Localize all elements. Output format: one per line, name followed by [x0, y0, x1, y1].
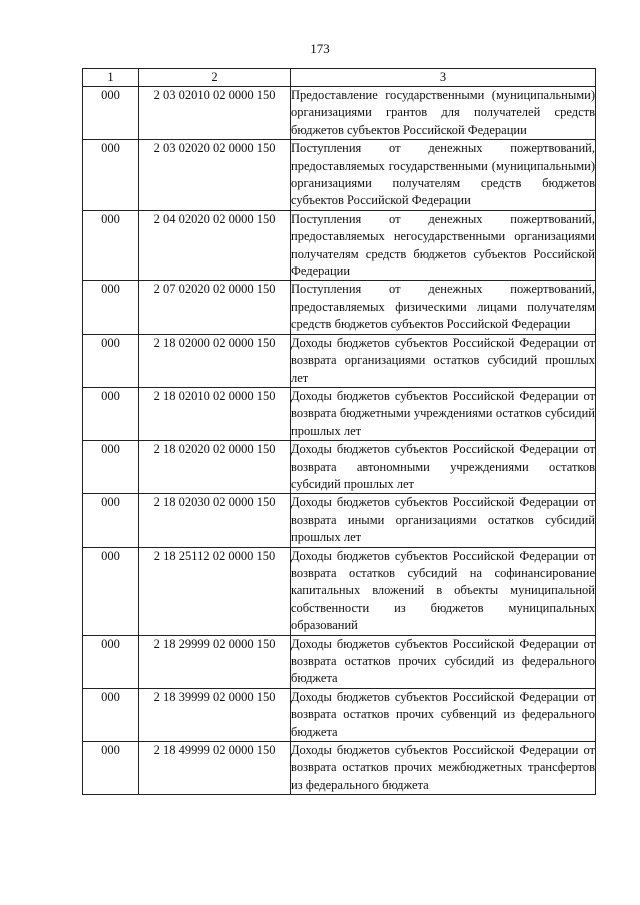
description-cell: Доходы бюджетов субъектов Российской Федерации от возврата автономными учреждениями остатков субсидий прошлых лет	[291, 441, 596, 494]
description-cell: Доходы бюджетов субъектов Российской Федерации от возврата остатков прочих субсидий из федерального бюджета	[291, 635, 596, 688]
budget-code-cell: 2 18 29999 02 0000 150	[139, 635, 291, 688]
column-header-description: 3	[291, 69, 596, 87]
budget-code-cell: 2 18 02030 02 0000 150	[139, 494, 291, 547]
table-row	[83, 334, 596, 387]
admin-code-cell: 000	[83, 87, 139, 140]
table-row	[83, 140, 596, 211]
admin-code-cell: 000	[83, 547, 139, 635]
description-cell: Доходы бюджетов субъектов Российской Федерации от возврата иными организациями остатков субсидий прошлых лет	[291, 494, 596, 547]
table-row	[83, 494, 596, 547]
budget-code-cell: 2 03 02010 02 0000 150	[139, 87, 291, 140]
admin-code-cell: 000	[83, 387, 139, 440]
budget-code-cell: 2 18 49999 02 0000 150	[139, 742, 291, 795]
page-number: 173	[310, 41, 330, 56]
table-row	[83, 547, 596, 635]
column-header-code: 2	[139, 69, 291, 87]
table-row	[83, 635, 596, 688]
budget-code-cell: 2 18 02000 02 0000 150	[139, 334, 291, 387]
admin-code-cell: 000	[83, 494, 139, 547]
description-cell: Доходы бюджетов субъектов Российской Федерации от возврата остатков субсидий на софинансирование капитальных вложений в объекты муниципальной собственности из бюджетов муниципальных образований	[291, 547, 596, 635]
admin-code-cell: 000	[83, 140, 139, 211]
table-row	[83, 441, 596, 494]
description-cell: Предоставление государственными (муниципальными) организациями грантов для получателей средств бюджетов субъектов Российской Федерации	[291, 87, 596, 140]
table-row	[83, 688, 596, 741]
budget-code-cell: 2 04 02020 02 0000 150	[139, 210, 291, 281]
table-row	[83, 281, 596, 334]
budget-code-cell: 2 18 39999 02 0000 150	[139, 688, 291, 741]
admin-code-cell: 000	[83, 441, 139, 494]
column-header-admin: 1	[83, 69, 139, 87]
description-cell: Поступления от денежных пожертвований, предоставляемых государственными (муниципальными) организациями получателям средств бюджетов субъектов Российской Федерации	[291, 140, 596, 211]
admin-code-cell: 000	[83, 334, 139, 387]
table-row	[83, 210, 596, 281]
admin-code-cell: 000	[83, 210, 139, 281]
description-cell: Доходы бюджетов субъектов Российской Федерации от возврата организациями остатков субсидий прошлых лет	[291, 334, 596, 387]
budget-code-cell: 2 18 02020 02 0000 150	[139, 441, 291, 494]
budget-code-cell: 2 07 02020 02 0000 150	[139, 281, 291, 334]
table-header-row	[83, 69, 596, 87]
description-cell: Доходы бюджетов субъектов Российской Федерации от возврата бюджетными учреждениями остатков субсидий прошлых лет	[291, 387, 596, 440]
description-cell: Доходы бюджетов субъектов Российской Федерации от возврата остатков прочих межбюджетных трансфертов из федерального бюджета	[291, 742, 596, 795]
description-cell: Поступления от денежных пожертвований, предоставляемых физическими лицами получателям средств бюджетов субъектов Российской Федерации	[291, 281, 596, 334]
admin-code-cell: 000	[83, 635, 139, 688]
budget-code-cell: 2 03 02020 02 0000 150	[139, 140, 291, 211]
admin-code-cell: 000	[83, 742, 139, 795]
budget-code-cell: 2 18 02010 02 0000 150	[139, 387, 291, 440]
table-row	[83, 742, 596, 795]
admin-code-cell: 000	[83, 281, 139, 334]
budget-classification-table	[82, 68, 596, 795]
table-row	[83, 87, 596, 140]
table-row	[83, 387, 596, 440]
description-cell: Доходы бюджетов субъектов Российской Федерации от возврата остатков прочих субвенций из федерального бюджета	[291, 688, 596, 741]
budget-code-cell: 2 18 25112 02 0000 150	[139, 547, 291, 635]
description-cell: Поступления от денежных пожертвований, предоставляемых негосударственными организациями получателям средств бюджетов субъектов Российской Федерации	[291, 210, 596, 281]
admin-code-cell: 000	[83, 688, 139, 741]
